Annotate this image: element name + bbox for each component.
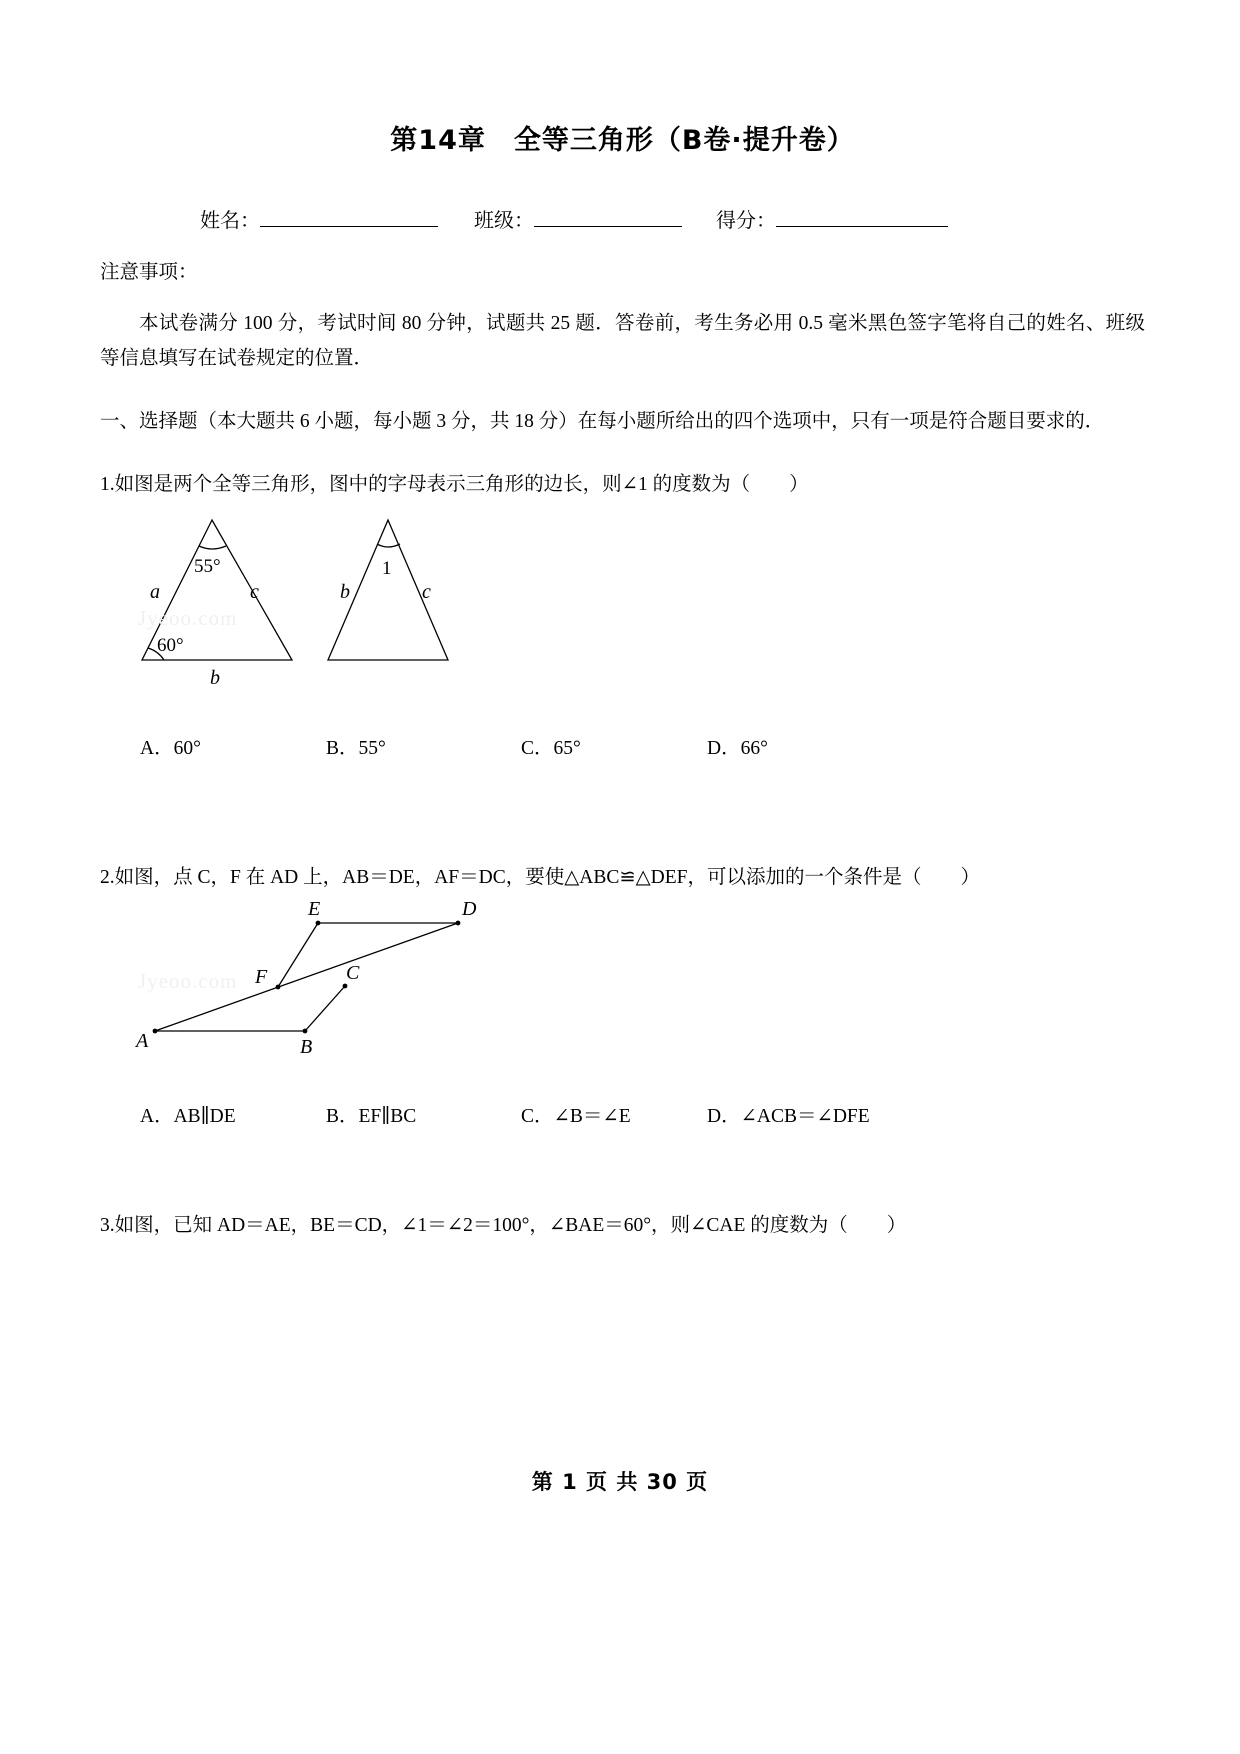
- question-2-figure: [100, 901, 1145, 1076]
- right-apex-angle-arc: [377, 544, 400, 547]
- question-2-options: [100, 1100, 1145, 1128]
- score-blank[interactable]: [776, 208, 948, 227]
- class-label: 班级：: [474, 210, 534, 232]
- right-side-b-label: b: [340, 581, 350, 603]
- label-E: E: [308, 901, 321, 920]
- label-B: B: [300, 1036, 313, 1058]
- option-d[interactable]: D．66°: [707, 738, 768, 759]
- notice-body: 本试卷满分 100 分，考试时间 80 分钟，试题共 25 题．答卷前，考生务必用 0.5 毫米黑色签字笔将自己的姓名、班级等信息填写在试卷规定的位置．: [100, 313, 1145, 369]
- option-b[interactable]: B．55°: [326, 738, 386, 759]
- page-content: [100, 0, 1145, 1243]
- segment-EF: [278, 923, 318, 987]
- class-blank[interactable]: [534, 208, 682, 227]
- identity-row: [100, 204, 1145, 233]
- option-b[interactable]: B．EF∥BC: [326, 1106, 417, 1127]
- score-label: 得分：: [716, 210, 776, 232]
- vertex-dot-E: [316, 921, 321, 926]
- option-d[interactable]: D．∠ACB＝∠DFE: [707, 1106, 870, 1127]
- label-D: D: [462, 901, 477, 920]
- vertex-dot-A: [153, 1029, 158, 1034]
- option-a[interactable]: A．60°: [140, 738, 201, 759]
- spacer-after-q1: [100, 760, 1145, 838]
- page-footer: 第 1 页 共 30 页: [531, 1470, 709, 1494]
- vertex-dot-B: [303, 1029, 308, 1034]
- question-2-stem: 2.如图，点 C，F 在 AD 上，AB＝DE，AF＝DC，要使△ABC≌△DEF，可以添加的一个条件是（ ）: [100, 867, 981, 888]
- option-c[interactable]: C．∠B＝∠E: [521, 1106, 631, 1127]
- label-F: F: [255, 966, 268, 988]
- label-A: A: [136, 1030, 149, 1052]
- notice-heading: 注意事项：: [100, 262, 198, 283]
- vertex-dot-D: [456, 921, 461, 926]
- option-c[interactable]: C．65°: [521, 738, 581, 759]
- left-apex-angle-arc: [199, 546, 226, 549]
- question-1-figure: [100, 508, 1145, 708]
- page-title: 第14章 全等三角形（B卷·提升卷）: [390, 125, 855, 156]
- right-apex-angle-label: 1: [382, 558, 392, 579]
- name-label: 姓名：: [200, 210, 260, 232]
- question-3-stem: 3.如图，已知 AD＝AE，BE＝CD，∠1＝∠2＝100°，∠BAE＝60°，则∠CAE 的度数为（ ）: [100, 1215, 907, 1236]
- right-side-c-label: c: [422, 581, 431, 603]
- vertex-dot-F: [276, 985, 281, 990]
- question-1-stem: 1.如图是两个全等三角形，图中的字母表示三角形的边长，则∠1 的度数为（ ）: [100, 474, 809, 495]
- figure-watermark: Jyeoo.com: [138, 969, 238, 993]
- left-apex-angle-label: 55°: [194, 556, 221, 577]
- spacer-after-q2: [100, 1128, 1145, 1186]
- name-blank[interactable]: [260, 208, 438, 227]
- left-side-b-label: b: [210, 667, 220, 689]
- label-C: C: [346, 962, 360, 984]
- left-side-a-label: a: [150, 581, 160, 603]
- left-side-c-label: c: [250, 581, 259, 603]
- option-a[interactable]: A．AB∥DE: [140, 1106, 236, 1127]
- figure-watermark: Jyeoo.com: [138, 606, 238, 630]
- left-base-angle-label: 60°: [157, 635, 184, 656]
- question-1-options: [100, 732, 1145, 760]
- vertex-dot-C: [343, 984, 348, 989]
- congruent-triangles-svg: [100, 508, 520, 698]
- section-heading-choice: 一、选择题（本大题共 6 小题，每小题 3 分，共 18 分）在每小题所给出的四个选项中，只有一项是符合题目要求的．: [100, 411, 1105, 432]
- segment-BC: [305, 986, 345, 1031]
